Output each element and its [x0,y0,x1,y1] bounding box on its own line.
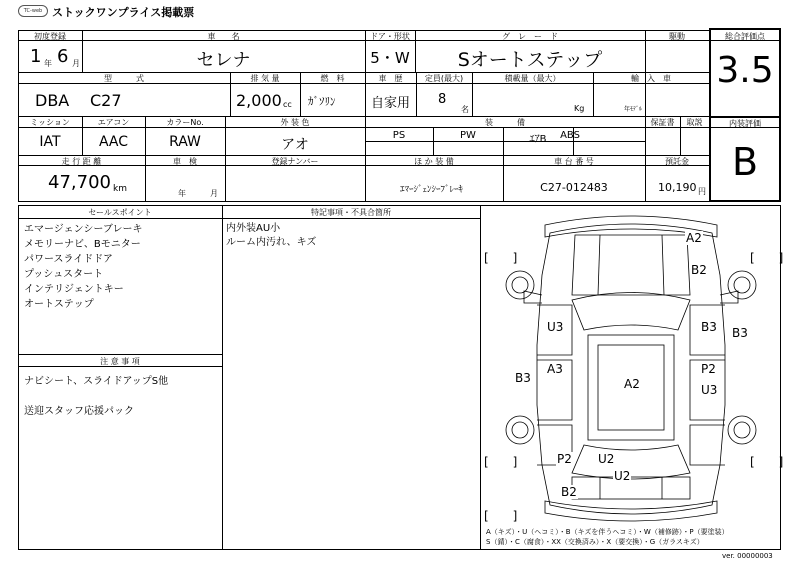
list-item: エマージェンシーブレーキ [24,224,143,235]
bracket-front-right: [ ] [750,251,784,265]
inspection-label: 車 検 [173,157,197,166]
bracket-rear-right: [ ] [750,455,784,469]
list-item [24,389,168,404]
price-unit: 円 [698,187,706,196]
equipment-ps: PS [392,130,406,141]
damage-code: P2 [557,452,572,466]
list-item: ナビシート、スライドアップS他 [24,376,169,387]
damage-code: P2 [701,362,716,376]
damage-code: A2 [624,377,640,391]
capacity-value: 8 [438,92,447,107]
mission-value: IAT [39,134,61,150]
legend-line-2: S（錆）・C（腐食）・XX（交換済み）・X（要交換）・G（ガラスキズ） [486,538,704,546]
load-label: 積載量（最大） [504,74,561,83]
equipment-airbag: ｴｱB [529,134,547,145]
aircon-label: エアコン [97,118,130,127]
inspection-year-unit: 年 [178,189,186,198]
drive-label: 駆動 [669,32,685,41]
model-label: 型 式 [104,74,144,83]
first-reg-label: 初度登録 [34,32,66,41]
list-item: 送迎スタッフ応援パック [24,406,134,417]
mileage-label: 走 行 距 離 [61,157,102,166]
aircon-value: AAC [98,134,129,150]
ext-color-value: アオ [281,137,309,153]
grade-label: グ レ ー ド [502,32,558,41]
damage-code: B2 [691,263,707,277]
damage-diagram [480,205,782,550]
interior-score-label: 内装評価 [729,119,761,128]
bracket-front-left: [ ] [484,251,518,265]
damage-code: U3 [547,320,564,334]
overall-score-value: 3.5 [716,50,774,91]
interior-score-value: B [731,140,759,184]
damage-code: U3 [701,383,718,397]
damage-code: A3 [547,362,563,376]
model-value: C27 [90,91,122,110]
color-value: RAW [169,134,201,150]
other-equip-value: ｴﾏｰｼﾞｪﾝｼｰﾌﾞﾚｰｷ [400,185,464,195]
caution-label: 注 意 事 項 [100,357,140,366]
list-item: 内外装AU小 [226,223,281,234]
list-item: オートステップ [24,299,94,310]
list-item: インテリジェントキー [24,284,124,295]
sales-points-list [24,222,142,312]
bracket-bottom-left: [ ] [484,509,518,523]
car-name-label: 車 名 [207,32,240,41]
list-item: メモリーナビ、Bモニター [24,239,141,250]
chassis-label: 車 台 番 号 [554,157,594,166]
list-item: パワースライドドア [24,254,113,265]
damage-code: B3 [701,320,717,334]
logo-text: TC-web [23,8,43,14]
other-equip-label: ほ か 装 備 [414,157,454,166]
manual-label: 取説 [686,118,703,127]
first-reg-year-unit: 年 [44,59,52,68]
inspection-month-unit: 月 [210,189,218,198]
displacement-value: 2,000 [236,91,282,110]
damage-code: U2 [598,452,615,466]
damage-code: B2 [561,485,577,499]
capacity-unit: 名 [461,105,469,114]
mission-label: ミッション [30,118,70,127]
list-item: ルーム内汚れ、キズ [226,237,317,248]
sales-points-label: セールスポイント [88,208,152,217]
ext-color-label: 外 装 色 [280,118,310,127]
first-reg-month: 6 [57,46,69,67]
plate-label: 登録ナンバー [271,157,319,166]
sheet-title: ストックワンプライス掲載票 [52,6,195,19]
door-type-value: 5・W [370,49,410,67]
displacement-unit: cc [283,100,292,109]
damage-code: U2 [614,469,631,483]
import-label: 輸 入 車 [631,74,671,83]
import-unit: 年ﾓﾃﾞﾙ [624,106,643,113]
load-unit: Kg [574,104,585,113]
model-prefix: DBA [35,91,70,110]
bracket-rear-left: [ ] [484,455,518,469]
caution-list [24,374,168,419]
door-type-label: ドア・形状 [370,32,410,41]
warranty-label: 保証書 [650,118,675,127]
version-label: ver. 00000003 [722,552,773,560]
logo [18,5,48,17]
car-name-value: セレナ [196,50,251,71]
damage-code: B3 [732,326,748,340]
displacement-label: 排 気 量 [250,74,280,83]
list-item: プッシュスタート [24,269,104,280]
capacity-label: 定員(最大) [424,74,464,83]
special-notes-label: 特記事項・不具合箇所 [311,208,391,217]
damage-code: B3 [515,371,531,385]
equipment-label: 装 備 [485,118,525,127]
first-reg-year: 1 [30,46,42,67]
fuel-label: 燃 料 [320,74,345,83]
usage-value: 自家用 [370,96,410,111]
chassis-value: C27-012483 [540,181,608,194]
special-notes-list [226,222,316,250]
usage-label: 車 歴 [378,74,403,83]
overall-score-label: 総合評価点 [725,32,765,41]
first-reg-month-unit: 月 [72,59,80,68]
fuel-value: ｶﾞｿﾘﾝ [308,95,336,108]
color-label: カラーNo. [166,118,204,127]
price-value: 10,190 [658,181,697,194]
mileage-unit: km [113,184,127,194]
legend-line-1: A（キズ）・U（ヘコミ）・B（キズを伴うヘコミ）・W（補修跡）・P（要塗装） [486,528,729,536]
damage-code: A2 [686,231,702,245]
equipment-pw: PW [460,130,476,141]
equipment-abs: ABS [560,130,580,141]
price-label: 預託金 [665,157,689,166]
grade-value: Sオートステップ [457,49,603,71]
mileage-value: 47,700 [48,172,111,193]
